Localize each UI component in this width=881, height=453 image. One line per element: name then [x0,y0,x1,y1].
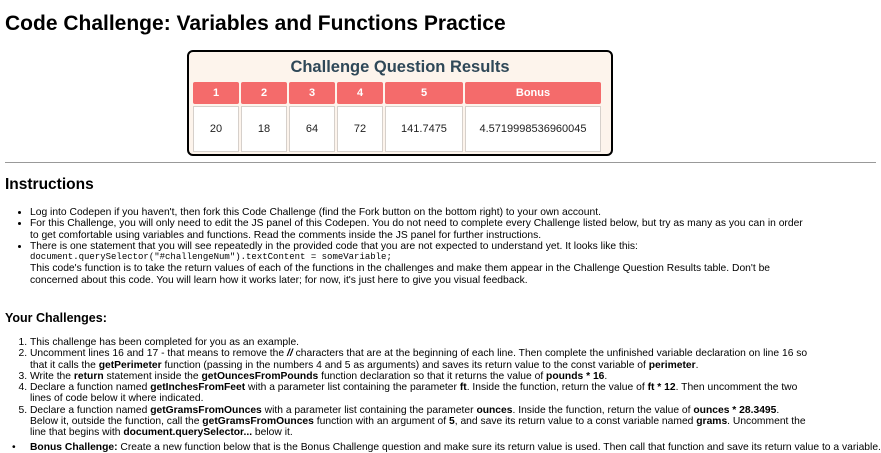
section-divider [5,162,876,163]
bonus-challenge: • Bonus Challenge: Create a new function below that is the Bonus Challenge question and make sure its return value is used. Then call that function and save its return value to a variable. [12,442,881,453]
results-header-1: 1 [193,82,239,104]
challenge-item-5 [30,405,810,439]
challenge-text: . Inside the function, return the value of [512,404,694,416]
challenge-code-term: ounces [476,404,513,416]
challenge-code-term: getOuncesFromPounds [201,370,319,382]
results-header-2: 2 [241,82,287,104]
challenge-code-term: return [73,370,104,382]
challenge-text: characters that are at the beginning of each line. Then complete the unfinished variable declaration on line 16 so that it calls the [30,348,808,371]
challenges-heading: Your Challenges: [5,311,107,325]
results-header-3: 3 [289,82,335,104]
result-value-5: 141.7475 [385,106,463,152]
bonus-challenge-label: Bonus Challenge: [30,442,118,453]
challenge-text: Declare a function named [30,382,151,394]
challenge-text: , and save its return value to a const variable named [454,416,697,428]
challenge-code-term: grams [696,416,728,428]
instruction-item: • For this Challenge, you will only need to edit the JS panel of this Codepen. You do not need to complete every Challenge listed below, but try as many as you can in order to get comfortable using variables and functions. Read the comments inside the JS panel for further instructions. [30,218,810,241]
challenges-list [12,337,810,439]
challenge-code-term: 5 [448,416,455,428]
challenge-text: . Uncomment the line that begins with [30,416,806,439]
challenge-item-3 [30,371,810,382]
challenge-text: Write the [30,370,74,382]
results-panel [187,50,613,156]
challenge-text: with a parameter list containing the parameter [245,382,460,394]
challenge-item-1: 1. This challenge has been completed for you as an example. [30,337,810,348]
instructions-list [12,207,810,286]
challenge-code-term: ounces * 28.3495 [693,404,777,416]
challenge-text: function declaration so that it returns the value of [318,370,547,382]
challenge-code-term: getPerimeter [98,359,162,371]
challenge-code-term: getInchesFromFeet [150,382,246,394]
bonus-challenge-text: Create a new function below that is the Bonus Challenge question and make sure its return value is used. Then call that function and save its return value to a variable. [117,442,881,453]
code-example: document.querySelector("#challengeNum").textContent = someVariable; [30,252,392,263]
challenge-code-term: perimeter [648,359,696,371]
challenge-text: Uncomment lines 16 and 17 - that means to remove the [30,348,287,360]
challenge-text: below it. [252,427,293,439]
challenge-text: function with an argument of [313,416,449,428]
challenge-text: . Below it, outside the function, call the [30,404,780,428]
result-value-3: 64 [289,106,335,152]
results-table [191,80,603,154]
challenge-code-term: ft [459,382,467,394]
challenge-item-2 [30,348,810,371]
instruction-item: • There is one statement that you will see repeatedly in the provided code that you are not expected to understand yet. It looks like this: [30,241,810,252]
result-value-bonus: 4.5719998536960045 [465,106,601,152]
challenge-item-4 [30,382,810,405]
results-header-bonus: Bonus [465,82,601,104]
challenge-code-term: document.querySelector... [123,427,253,439]
page-title: Code Challenge: Variables and Functions Practice [5,12,506,35]
challenge-text: Declare a function named [30,404,151,416]
challenge-code-term: getGramsFromOunces [202,416,314,428]
challenge-code-term: getGramsFromOunces [150,404,262,416]
challenge-text: function (passing in the numbers 4 and 5 as arguments) and saves its return value to the const variable of [161,359,649,371]
challenge-text: . Then uncomment the two lines of code below it where indicated. [30,382,798,405]
challenge-text: with a parameter list containing the parameter [261,404,477,416]
challenge-text: statement inside the [103,370,202,382]
result-value-1: 20 [193,106,239,152]
instruction-note: This code's function is to take the return values of each of the functions in the challenges and make them appear in the Challenge Question Results table. Don't be concerned about this code. You will learn how it works later; for now, it's just here to give you visual feedback. [30,263,771,286]
challenge-text: . [604,370,608,382]
challenge-code-term: pounds * 16 [546,370,605,382]
result-value-2: 18 [241,106,287,152]
challenge-text: . Inside the function, return the value of [466,382,648,394]
results-header-4: 4 [337,82,383,104]
challenge-text: . [695,359,699,371]
instruction-item: • Log into Codepen if you haven't, then fork this Code Challenge (find the Fork button on the bottom right) to your own account. [30,207,810,218]
challenge-code-term: ft * 12 [647,382,676,394]
instructions-heading: Instructions [5,176,94,193]
results-header-5: 5 [385,82,463,104]
challenge-code-term: // [287,348,293,360]
results-title: Challenge Question Results [290,58,510,76]
result-value-4: 72 [337,106,383,152]
